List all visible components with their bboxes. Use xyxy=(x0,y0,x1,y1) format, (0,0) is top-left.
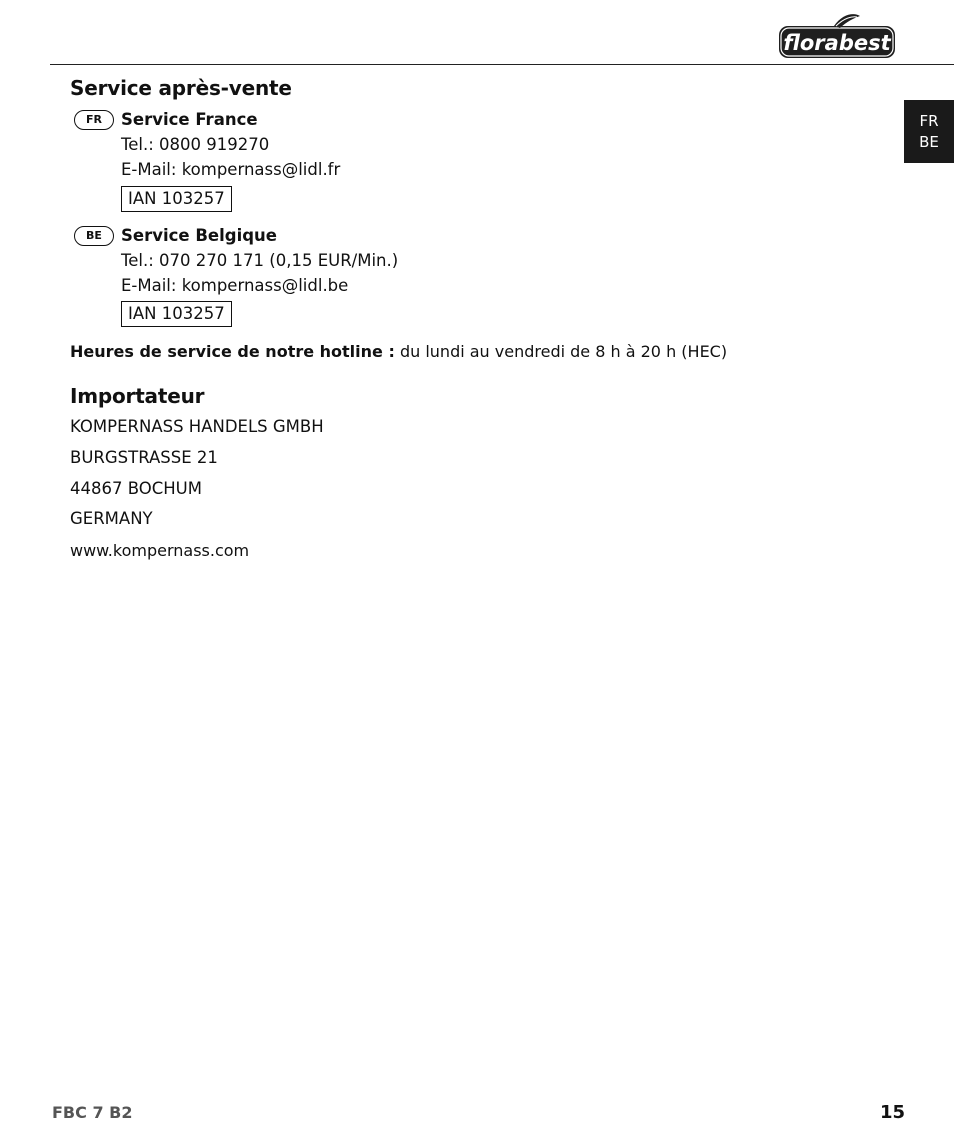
logo-text: florabest xyxy=(783,31,891,55)
importer-line: BURGSTRASSE 21 xyxy=(70,448,218,467)
florabest-logo xyxy=(776,12,898,62)
service-belgium-email: E-Mail: kompernass@lidl.be xyxy=(121,276,349,295)
hotline-hours xyxy=(70,342,727,361)
importer-line: 44867 BOCHUM xyxy=(70,479,202,498)
lang-tab-be: BE xyxy=(919,132,939,151)
service-france-ian: IAN 103257 xyxy=(121,186,232,212)
hotline-text: du lundi au vendredi de 8 h à 20 h (HEC) xyxy=(399,342,728,361)
importer-website: www.kompernass.com xyxy=(70,541,250,560)
country-badge-be: BE xyxy=(74,226,114,246)
service-belgium-title: Service Belgique xyxy=(121,226,277,245)
importer-heading: Importateur xyxy=(70,384,205,408)
header-rule xyxy=(50,64,954,65)
footer-page-number: 15 xyxy=(880,1102,906,1123)
footer-model-number: FBC 7 B2 xyxy=(52,1103,133,1122)
importer-line: KOMPERNASS HANDELS GMBH xyxy=(70,417,324,436)
service-france-title: Service France xyxy=(121,110,258,129)
service-france-tel: Tel.: 0800 919270 xyxy=(121,135,270,154)
service-belgium-ian: IAN 103257 xyxy=(121,301,232,327)
language-tab xyxy=(904,100,954,163)
importer-line: GERMANY xyxy=(70,509,153,528)
hotline-label: Heures de service de notre hotline : xyxy=(70,342,395,361)
country-badge-fr: FR xyxy=(74,110,114,130)
service-belgium-tel: Tel.: 070 270 171 (0,15 EUR/Min.) xyxy=(121,251,399,270)
service-france-email: E-Mail: kompernass@lidl.fr xyxy=(121,160,341,179)
service-heading: Service après-vente xyxy=(70,76,292,100)
lang-tab-fr: FR xyxy=(919,111,939,130)
